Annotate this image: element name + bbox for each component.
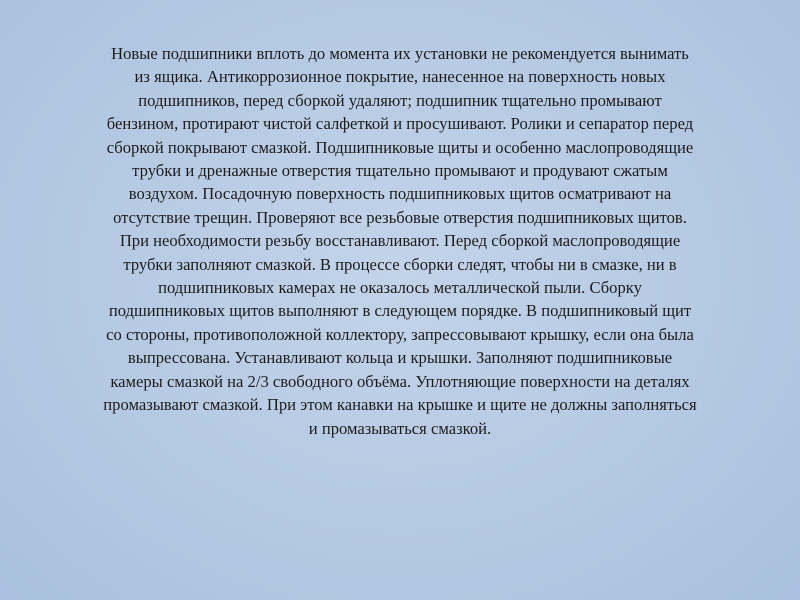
text-line: При необходимости резьбу восстанавливают. Перед сборкой маслопроводящие bbox=[119, 231, 681, 251]
text-line: промазывают смазкой. При этом канавки на крышке и щите не должны заполняться bbox=[103, 395, 697, 415]
text-line: воздухом. Посадочную поверхность подшипниковых щитов осматривают на bbox=[128, 184, 672, 204]
text-line: подшипниковых камерах не оказалось металлической пыли. Сборку bbox=[158, 278, 642, 298]
text-line: подшипников, перед сборкой удаляют; подшипник тщательно промывают bbox=[138, 90, 662, 110]
text-line: отсутствие трещин. Проверяют все резьбовые отверстия подшипниковых щитов. bbox=[113, 207, 687, 227]
slide-body-text bbox=[28, 42, 772, 440]
text-line: из ящика. Антикоррозионное покрытие, нанесенное на поверхность новых bbox=[134, 67, 666, 87]
text-line: выпрессована. Устанавливают кольца и крышки. Заполняют подшипниковые bbox=[127, 348, 673, 368]
text-line: со стороны, противоположной коллектору, запрессовывают крышку, если она была bbox=[106, 324, 694, 344]
text-line: и промазываться смазкой. bbox=[308, 418, 492, 438]
text-line: камеры смазкой на 2/3 свободного объёма. Уплотняющие поверхности на деталях bbox=[110, 371, 690, 391]
text-line: подшипниковых щитов выполняют в следующем порядке. В подшипниковый щит bbox=[108, 301, 692, 321]
text-line: сборкой покрывают смазкой. Подшипниковые щиты и особенно маслопроводящие bbox=[106, 137, 694, 157]
text-line: трубки и дренажные отверстия тщательно промывают и продувают сжатым bbox=[132, 161, 668, 181]
text-line: бензином, протирают чистой салфеткой и просушивают. Ролики и сепаратор перед bbox=[106, 114, 694, 134]
text-line: трубки заполняют смазкой. В процессе сборки следят, чтобы ни в смазке, ни в bbox=[123, 254, 677, 274]
text-line: Новые подшипники вплоть до момента их установки не рекомендуется вынимать bbox=[111, 44, 689, 63]
